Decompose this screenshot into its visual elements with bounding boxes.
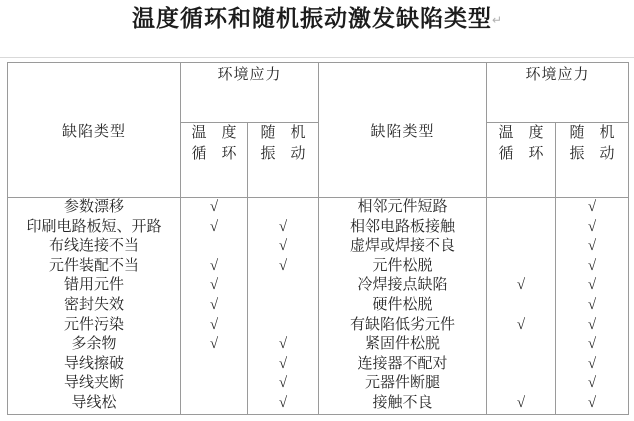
check-mark: √	[209, 296, 219, 313]
check-mark: √	[587, 257, 597, 274]
left-random-vib-header	[248, 123, 319, 198]
data-row-block	[8, 198, 629, 415]
empty-cell	[487, 355, 555, 375]
check-mark: √	[278, 394, 288, 411]
check-mark: √	[278, 257, 288, 274]
check-mark: √	[516, 394, 526, 411]
empty-cell	[181, 394, 247, 414]
defect-table	[7, 62, 629, 415]
empty-cell	[487, 237, 555, 257]
right-temp-check-column	[487, 198, 556, 415]
check-mark: √	[587, 394, 597, 411]
page-title-text: 温度循环和随机振动激发缺陷类型	[131, 5, 492, 31]
empty-cell	[248, 276, 318, 296]
check-mark: √	[209, 316, 219, 333]
header-row-1	[8, 63, 629, 123]
check-mark: √	[516, 277, 526, 294]
check-mark: √	[516, 316, 526, 333]
random-vib-line1: 随 机	[569, 125, 615, 141]
check-mark: √	[278, 238, 288, 255]
right-random-vib-header	[556, 123, 629, 198]
check-mark: √	[278, 218, 288, 235]
defect-label: 元器件断腿	[365, 375, 441, 392]
random-vib-line2: 振 动	[260, 146, 306, 162]
empty-cell	[487, 296, 555, 316]
check-mark: √	[209, 257, 219, 274]
defect-label: 密封失效	[63, 296, 124, 313]
defect-label: 布线连接不当	[48, 238, 139, 255]
defect-label: 连接器不配对	[357, 355, 448, 372]
left-env-stress-header: 环境应力	[181, 63, 319, 123]
temp-cycle-line1: 温 度	[191, 125, 237, 141]
temp-cycle-line1: 温 度	[498, 125, 544, 141]
check-mark: √	[209, 277, 219, 294]
check-mark: √	[587, 238, 597, 255]
check-mark: √	[278, 375, 288, 392]
defect-label: 元件松脱	[372, 257, 433, 274]
check-mark: √	[587, 355, 597, 372]
page-title	[0, 3, 634, 35]
random-vib-line2: 振 动	[569, 146, 615, 162]
check-mark: √	[209, 218, 219, 235]
left-defect-type-header: 缺陷类型	[8, 63, 181, 198]
defect-label: 虚焊或焊接不良	[350, 238, 456, 255]
check-mark: √	[587, 199, 597, 215]
empty-cell	[181, 355, 247, 375]
check-mark: √	[278, 336, 288, 353]
empty-cell	[248, 296, 318, 316]
check-mark: √	[209, 336, 219, 353]
left-vib-check-column	[248, 198, 319, 415]
empty-cell	[487, 257, 555, 277]
defect-label: 接触不良	[372, 394, 433, 411]
empty-cell	[181, 374, 247, 394]
defect-label: 紧固件松脱	[365, 336, 441, 353]
defect-label: 相邻元件短路	[357, 199, 448, 215]
paragraph-mark-icon: ↵	[491, 12, 503, 27]
defect-label: 硬件松脱	[372, 296, 433, 313]
random-vib-line1: 随 机	[260, 125, 306, 141]
check-mark: √	[587, 296, 597, 313]
check-mark: √	[209, 199, 219, 215]
top-divider	[0, 57, 634, 58]
empty-cell	[487, 335, 555, 355]
empty-cell	[181, 237, 247, 257]
defect-label: 错用元件	[63, 277, 124, 294]
empty-cell	[487, 198, 555, 218]
right-defect-type-header: 缺陷类型	[319, 63, 487, 198]
temp-cycle-line2: 循 环	[498, 146, 544, 162]
right-defect-column	[319, 198, 487, 415]
check-mark: √	[587, 277, 597, 294]
defect-label: 元件装配不当	[48, 257, 139, 274]
defect-label: 导线夹断	[63, 375, 124, 392]
right-env-stress-header: 环境应力	[487, 63, 629, 123]
defect-label: 参数漂移	[63, 199, 124, 215]
defect-label: 有缺陷低劣元件	[350, 316, 456, 333]
defect-label: 导线擦破	[63, 355, 124, 372]
right-temp-cycle-header	[487, 123, 556, 198]
check-mark: √	[587, 375, 597, 392]
temp-cycle-line2: 循 环	[191, 146, 237, 162]
defect-label: 元件污染	[63, 316, 124, 333]
left-temp-check-column	[181, 198, 248, 415]
defect-label: 导线松	[71, 394, 117, 411]
empty-cell	[487, 374, 555, 394]
defect-label: 印刷电路板短、开路	[26, 218, 162, 235]
empty-cell	[248, 198, 318, 218]
right-vib-check-column	[556, 198, 629, 415]
defect-label: 相邻电路板接触	[350, 218, 456, 235]
defect-label: 冷焊接点缺陷	[357, 277, 448, 294]
left-defect-column	[8, 198, 181, 415]
check-mark: √	[587, 336, 597, 353]
check-mark: √	[587, 316, 597, 333]
check-mark: √	[278, 355, 288, 372]
left-temp-cycle-header	[181, 123, 248, 198]
defect-label: 多余物	[71, 336, 117, 353]
empty-cell	[487, 218, 555, 238]
check-mark: √	[587, 218, 597, 235]
empty-cell	[248, 316, 318, 336]
